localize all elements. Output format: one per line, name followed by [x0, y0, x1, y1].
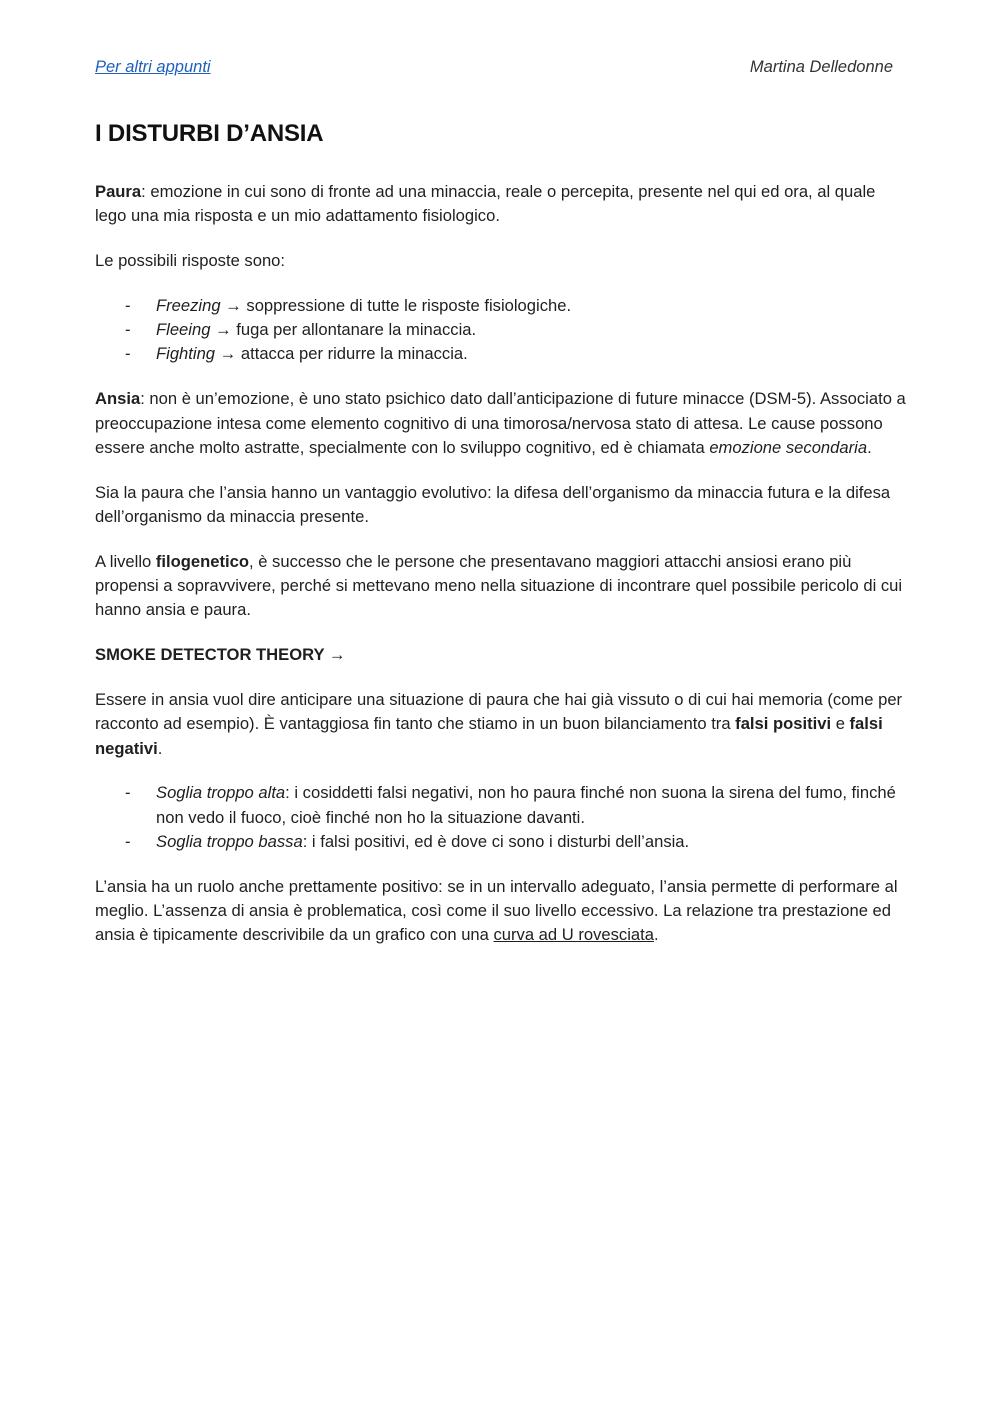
other-notes-link[interactable]: Per altri appunti	[95, 58, 211, 76]
term-paura: Paura	[95, 182, 142, 201]
paragraph-filogenetico	[95, 550, 907, 623]
paragraph-paura	[95, 180, 907, 229]
page-title: I DISTURBI D’ANSIA	[95, 120, 324, 147]
smoke-heading-text: SMOKE DETECTOR THEORY →	[95, 645, 346, 665]
paragraph-ansia	[95, 387, 907, 460]
paragraph-ruolo	[95, 875, 907, 948]
term-ansia: Ansia	[95, 389, 141, 409]
list-item	[95, 318, 907, 342]
ansia-definition: : non è un’emozione, è uno stato psichico dato dall’anticipazione di future minacce (DSM-5). Associato a preoccupazione intesa come elemento cognitivo di una timorosa/nervosa stato di attesa. Le cause possono essere anche molto astratte, specialmente con lo sviluppo cognitivo, ed è chiamata	[95, 389, 906, 457]
page-header	[95, 58, 893, 82]
list-item	[95, 781, 907, 830]
ruolo-end: .	[653, 925, 659, 945]
term-falsi-negativi: falsi negativi	[95, 714, 883, 758]
author-name: Martina Delledonne	[749, 58, 893, 76]
threshold-text: : i cosiddetti falsi negativi, non ho paura finché non suona la sirena del fumo, finché non vedo il fuoco, cioè finché non ho la situazione davanti.	[156, 783, 896, 827]
smoke-end: .	[157, 738, 163, 758]
threshold-text: : i falsi positivi, ed è dove ci sono i disturbi dell’ansia.	[302, 831, 690, 851]
response-term: Freezing	[156, 295, 221, 315]
paragraph-vantaggio: Sia la paura che l’ansia hanno un vantaggio evolutivo: la difesa dell’organismo da minaccia futura e la difesa dell’organismo da minaccia presente.	[95, 482, 891, 526]
paragraph-risposte-intro: Le possibili risposte sono:	[95, 251, 286, 271]
smoke-detector-heading	[95, 643, 907, 667]
arrow-icon: →	[220, 295, 247, 315]
arrow-icon: →	[210, 320, 237, 340]
list-item	[95, 294, 907, 318]
list-item	[95, 830, 907, 854]
response-term: Fleeing	[156, 320, 211, 340]
ansia-end: .	[867, 437, 872, 457]
response-text: fuga per allontanare la minaccia.	[236, 320, 477, 340]
document-body	[95, 118, 907, 968]
list-item	[95, 342, 907, 366]
paragraph-smoke	[95, 688, 907, 761]
arrow-icon: →	[215, 344, 241, 364]
threshold-term: Soglia troppo alta	[156, 783, 286, 803]
threshold-term: Soglia troppo bassa	[156, 831, 303, 851]
ansia-italic-term: emozione secondaria	[709, 437, 868, 457]
filogenetico-pre: A livello	[95, 551, 156, 571]
thresholds-list	[95, 781, 907, 854]
response-text: soppressione di tutte le risposte fisiologiche.	[246, 295, 572, 315]
responses-list	[95, 294, 907, 367]
response-text: attacca per ridurre la minaccia.	[240, 344, 468, 364]
filogenetico-post: , è successo che le persone che presentavano maggiori attacchi ansiosi erano più propensi a sopravvivere, perché si mettevano meno nella situazione di incontrare quel possibile pericolo di cui hanno ansia e paura.	[95, 551, 903, 620]
response-term: Fighting	[156, 344, 216, 364]
smoke-mid: e	[831, 714, 850, 734]
paura-definition: : emozione in cui sono di fronte ad una minaccia, reale o percepita, presente nel qui ed ora, al quale lego una mia risposta e un mio adattamento fisiologico.	[95, 182, 876, 226]
ruolo-pre: L’ansia ha un ruolo anche prettamente positivo: se in un intervallo adeguato, l’ansia permette di performare al meglio. L’assenza di ansia è problematica, così come il suo livello eccessivo. La relazione tra prestazione ed ansia è tipicamente descrivibile da un grafico con una	[95, 876, 898, 945]
curve-link[interactable]: curva ad U rovesciata	[493, 925, 654, 945]
term-filogenetico: filogenetico	[155, 551, 249, 571]
term-falsi-positivi: falsi positivi	[735, 714, 832, 734]
smoke-pre: Essere in ansia vuol dire anticipare una situazione di paura che hai già vissuto o di cui hai memoria (come per racconto ad esempio). È vantaggiosa fin tanto che stiamo in un buon bilanciamento tra	[95, 689, 903, 734]
